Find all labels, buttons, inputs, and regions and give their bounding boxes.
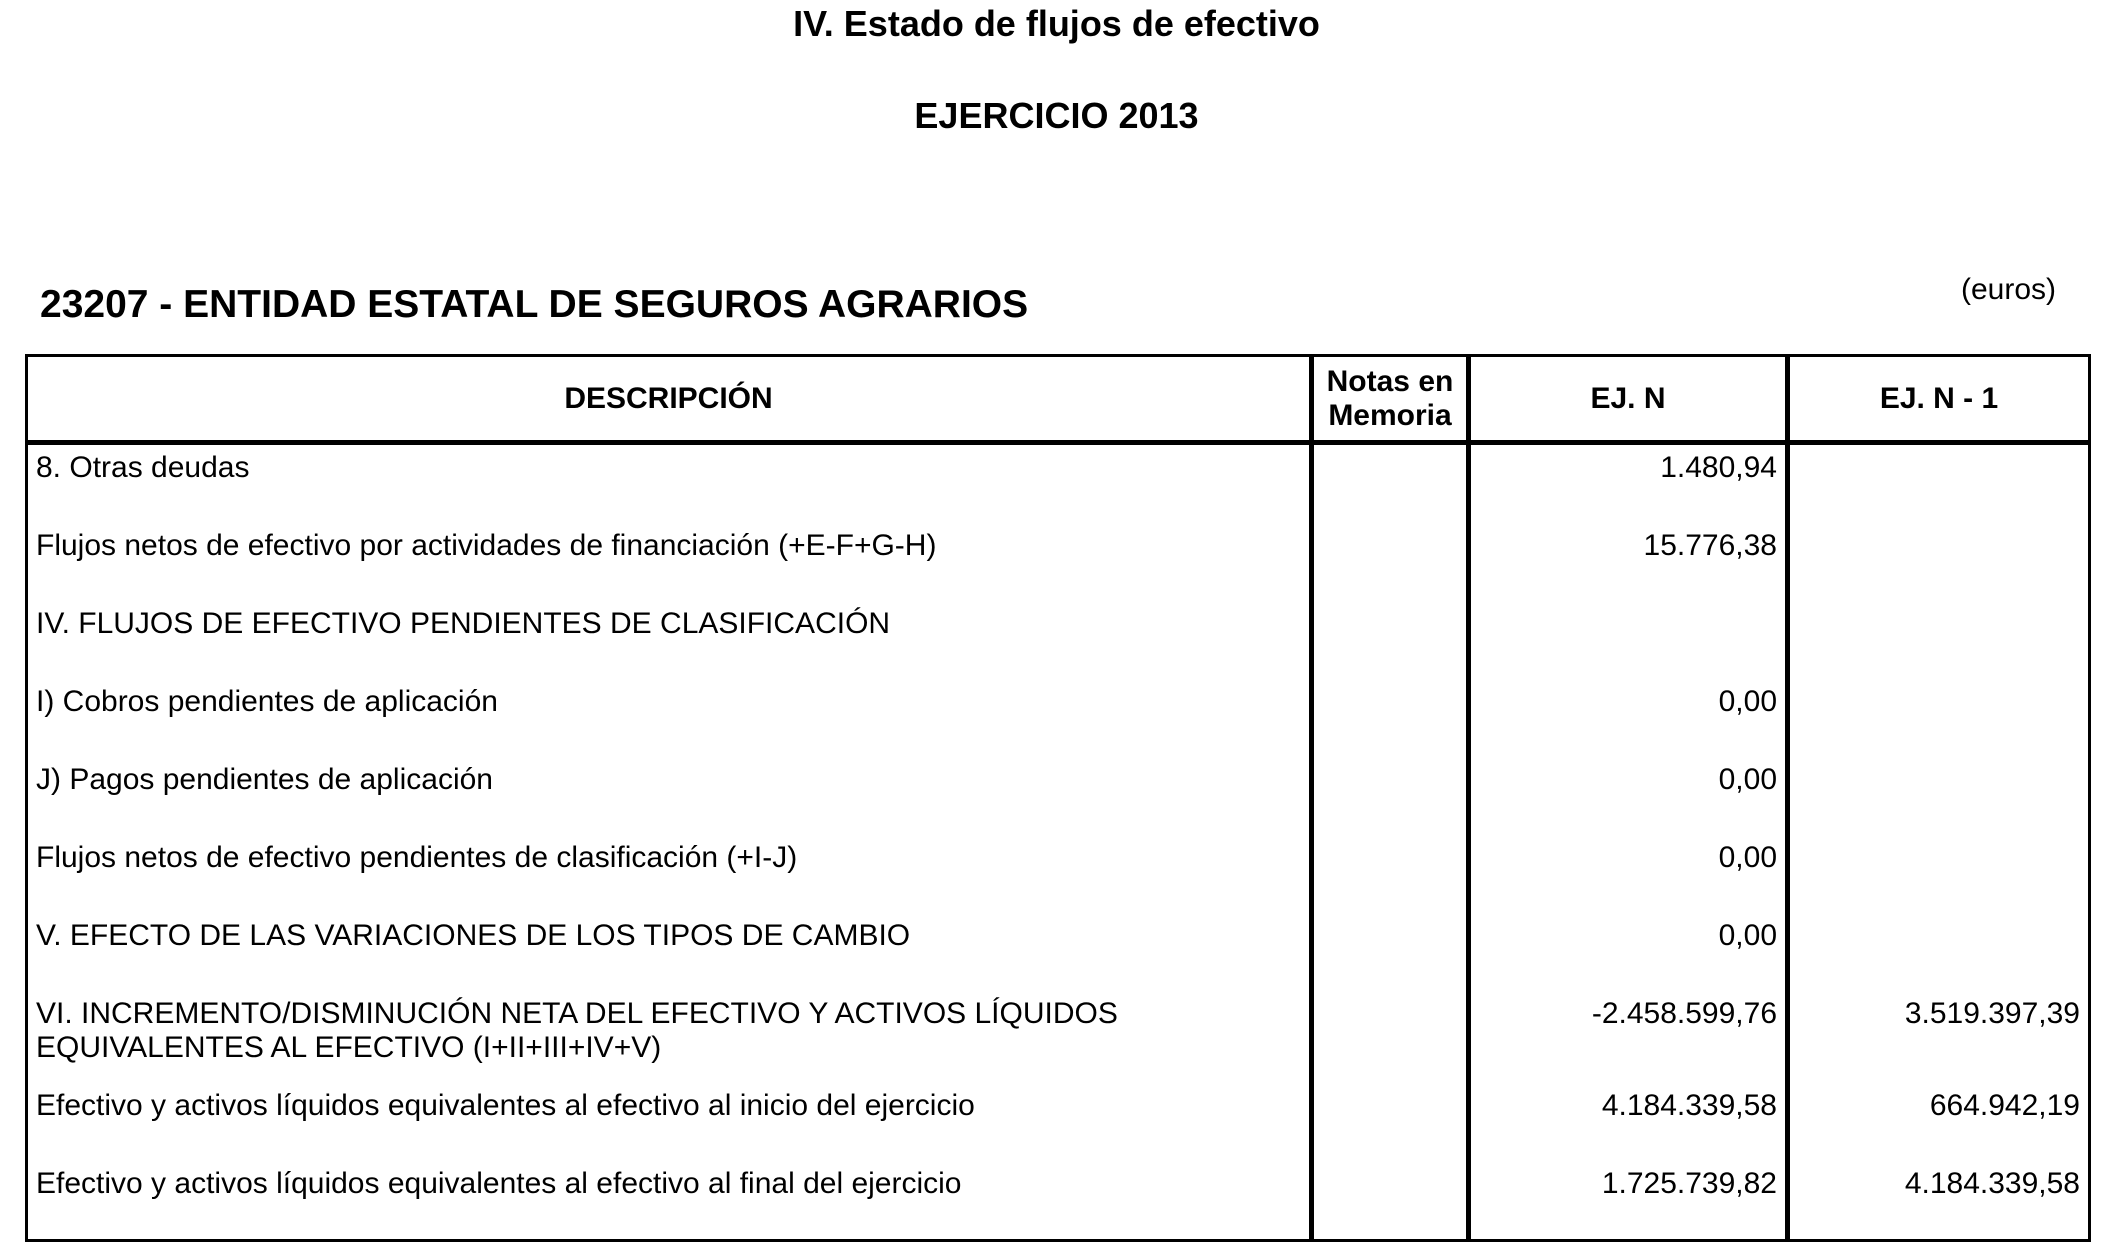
row-notes bbox=[1312, 1083, 1469, 1161]
table-header-row bbox=[27, 356, 2090, 443]
row-value-year-n: 0,00 bbox=[1469, 757, 1788, 835]
table-row bbox=[27, 757, 2090, 835]
row-value-year-n: 0,00 bbox=[1469, 835, 1788, 913]
row-value-year-n1 bbox=[1788, 523, 2090, 601]
entity-name: 23207 - ENTIDAD ESTATAL DE SEGUROS AGRARIOS bbox=[40, 283, 1029, 326]
row-description: Efectivo y activos líquidos equivalentes al efectivo al inicio del ejercicio bbox=[27, 1083, 1312, 1161]
row-value-year-n1 bbox=[1788, 679, 2090, 757]
row-notes bbox=[1312, 443, 1469, 524]
row-value-year-n1 bbox=[1788, 835, 2090, 913]
row-value-year-n1: 664.942,19 bbox=[1788, 1083, 2090, 1161]
row-notes bbox=[1312, 913, 1469, 991]
table-row bbox=[27, 1083, 2090, 1161]
column-header-notes: Notas en Memoria bbox=[1312, 356, 1469, 443]
row-description: Efectivo y activos líquidos equivalentes al efectivo al final del ejercicio bbox=[27, 1161, 1312, 1241]
row-value-year-n: 0,00 bbox=[1469, 679, 1788, 757]
cash-flow-table bbox=[25, 354, 2091, 1242]
table-row bbox=[27, 443, 2090, 524]
row-notes bbox=[1312, 1161, 1469, 1241]
row-value-year-n1 bbox=[1788, 443, 2090, 524]
row-description: Flujos netos de efectivo pendientes de clasificación (+I-J) bbox=[27, 835, 1312, 913]
row-value-year-n: 4.184.339,58 bbox=[1469, 1083, 1788, 1161]
row-notes bbox=[1312, 679, 1469, 757]
column-header-description: DESCRIPCIÓN bbox=[27, 356, 1312, 443]
row-notes bbox=[1312, 991, 1469, 1083]
row-value-year-n1 bbox=[1788, 913, 2090, 991]
row-description: VI. INCREMENTO/DISMINUCIÓN NETA DEL EFECTIVO Y ACTIVOS LÍQUIDOS EQUIVALENTES AL EFECTIVO (I+II+III+IV+V) bbox=[27, 991, 1312, 1083]
column-header-year-n: EJ. N bbox=[1469, 356, 1788, 443]
row-description: IV. FLUJOS DE EFECTIVO PENDIENTES DE CLASIFICACIÓN bbox=[27, 601, 1312, 679]
row-value-year-n: 1.480,94 bbox=[1469, 443, 1788, 524]
table-row bbox=[27, 601, 2090, 679]
row-description: 8. Otras deudas bbox=[27, 443, 1312, 524]
row-description: Flujos netos de efectivo por actividades de financiación (+E-F+G-H) bbox=[27, 523, 1312, 601]
table-row bbox=[27, 679, 2090, 757]
row-description: V. EFECTO DE LAS VARIACIONES DE LOS TIPOS DE CAMBIO bbox=[27, 913, 1312, 991]
row-notes bbox=[1312, 523, 1469, 601]
row-description: I) Cobros pendientes de aplicación bbox=[27, 679, 1312, 757]
column-header-year-n1: EJ. N - 1 bbox=[1788, 356, 2090, 443]
row-value-year-n1 bbox=[1788, 757, 2090, 835]
currency-unit-label: (euros) bbox=[1960, 273, 2056, 306]
row-value-year-n: -2.458.599,76 bbox=[1469, 991, 1788, 1083]
row-value-year-n1 bbox=[1788, 601, 2090, 679]
table-row bbox=[27, 913, 2090, 991]
row-value-year-n bbox=[1469, 601, 1788, 679]
table-row bbox=[27, 835, 2090, 913]
row-value-year-n: 0,00 bbox=[1469, 913, 1788, 991]
row-value-year-n: 1.725.739,82 bbox=[1469, 1161, 1788, 1241]
row-notes bbox=[1312, 835, 1469, 913]
table-row bbox=[27, 523, 2090, 601]
row-notes bbox=[1312, 757, 1469, 835]
fiscal-year-subtitle: EJERCICIO 2013 bbox=[914, 95, 1199, 136]
page-title: IV. Estado de flujos de efectivo bbox=[793, 3, 1320, 44]
row-value-year-n1: 3.519.397,39 bbox=[1788, 991, 2090, 1083]
table-row bbox=[27, 1161, 2090, 1241]
row-value-year-n: 15.776,38 bbox=[1469, 523, 1788, 601]
table-row bbox=[27, 991, 2090, 1083]
row-value-year-n1: 4.184.339,58 bbox=[1788, 1161, 2090, 1241]
row-description: J) Pagos pendientes de aplicación bbox=[27, 757, 1312, 835]
row-notes bbox=[1312, 601, 1469, 679]
